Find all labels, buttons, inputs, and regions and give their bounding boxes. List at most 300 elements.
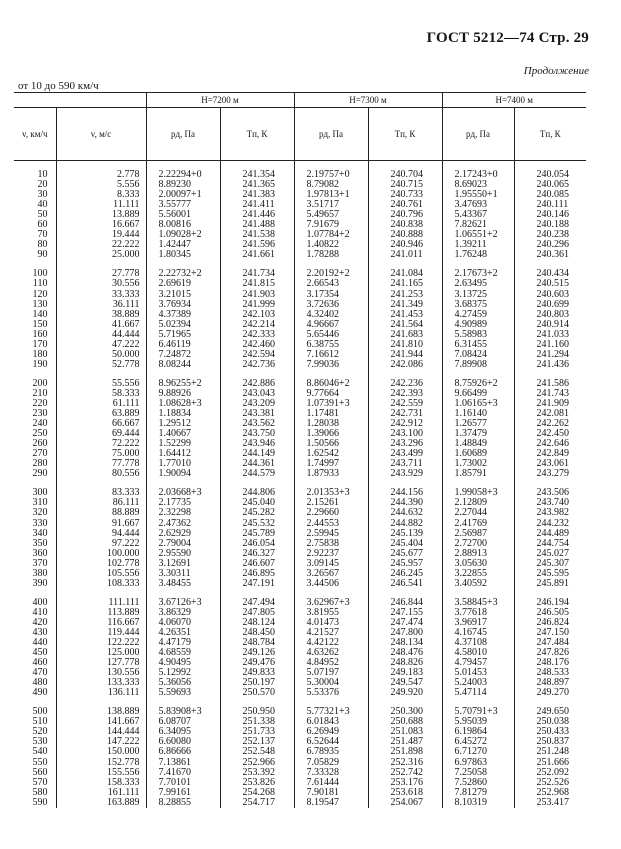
cell-v-kmh: 430 xyxy=(32,626,48,638)
cell-p-7200: 5.12992 xyxy=(146,668,220,678)
table-row xyxy=(14,668,586,678)
cell-t-7300: 251.898 xyxy=(368,747,442,757)
cell-t-7400: 243.061 xyxy=(514,459,586,469)
cell-t-7200: 243.209 xyxy=(220,399,294,409)
table-row xyxy=(14,618,586,628)
cell-t-7400: 243.279 xyxy=(514,469,586,479)
cell-p-7200: 3.67126+3 xyxy=(146,598,220,608)
cell-t-7300: 253.176 xyxy=(368,778,442,788)
cell-p-7400: 8.10319 xyxy=(442,798,514,808)
cell-v-kmh: 330 xyxy=(32,517,48,529)
cell-p-7200: 3.55777 xyxy=(146,200,220,210)
cell-t-7300: 242.559 xyxy=(368,399,442,409)
cell-p-7400: 5.43367 xyxy=(442,210,514,220)
cell-t-7300: 240.888 xyxy=(368,230,442,240)
cell-p-7400: 7.25058 xyxy=(442,768,514,778)
cell-t-7200: 251.338 xyxy=(220,717,294,727)
cell-t-7200: 242.594 xyxy=(220,350,294,360)
cell-v-ms: 138.889 xyxy=(56,707,146,717)
cell-v-kmh: 360 xyxy=(32,547,48,559)
group-gap xyxy=(14,589,586,598)
cell-p-7400: 2.12809 xyxy=(442,498,514,508)
cell-t-7400: 244.232 xyxy=(514,519,586,529)
cell-p-7200: 4.37389 xyxy=(146,310,220,320)
cell-v-ms: 105.556 xyxy=(56,569,146,579)
cell-t-7200: 241.999 xyxy=(220,300,294,310)
table-row xyxy=(14,539,586,549)
cell-p-7400: 6.19864 xyxy=(442,727,514,737)
cell-v-kmh: 560 xyxy=(32,766,48,778)
cell-p-7200: 5.36056 xyxy=(146,678,220,688)
cell-t-7200: 242.886 xyxy=(220,379,294,389)
cell-v-ms: 94.444 xyxy=(56,529,146,539)
cell-t-7300: 254.067 xyxy=(368,798,442,808)
cell-v-ms: 41.667 xyxy=(56,320,146,330)
cell-t-7400: 248.897 xyxy=(514,678,586,688)
table-row xyxy=(14,320,586,330)
cell-p-7300: 1.07784+2 xyxy=(294,230,368,240)
table-row xyxy=(14,459,586,469)
cell-v-ms: 127.778 xyxy=(56,658,146,668)
cell-p-7300: 1.97813+1 xyxy=(294,190,368,200)
cell-v-kmh: 270 xyxy=(32,448,48,460)
cell-t-7400: 248.533 xyxy=(514,668,586,678)
cell-v-kmh: 400 xyxy=(32,596,48,608)
cell-p-7300: 3.81955 xyxy=(294,608,368,618)
cell-v-ms: 38.889 xyxy=(56,310,146,320)
cell-t-7400: 242.646 xyxy=(514,439,586,449)
table-row xyxy=(14,230,586,240)
cell-p-7200: 7.99161 xyxy=(146,788,220,798)
cell-t-7300: 240.796 xyxy=(368,210,442,220)
cell-p-7400: 3.22855 xyxy=(442,569,514,579)
table-row xyxy=(14,279,586,289)
cell-t-7400: 240.085 xyxy=(514,190,586,200)
table-row xyxy=(14,628,586,638)
cell-p-7400: 2.72700 xyxy=(442,539,514,549)
cell-t-7400: 240.238 xyxy=(514,230,586,240)
cell-p-7200: 6.60080 xyxy=(146,737,220,747)
cell-p-7400: 5.58983 xyxy=(442,330,514,340)
table-row xyxy=(14,778,586,788)
cell-t-7300: 251.083 xyxy=(368,727,442,737)
cell-t-7200: 245.789 xyxy=(220,529,294,539)
cell-v-ms: 63.889 xyxy=(56,409,146,419)
cell-p-7400: 2.88913 xyxy=(442,549,514,559)
gap-cell xyxy=(14,161,56,171)
cell-t-7300: 241.564 xyxy=(368,320,442,330)
cell-t-7400: 240.054 xyxy=(514,170,586,180)
cell-t-7300: 250.688 xyxy=(368,717,442,727)
cell-t-7400: 252.092 xyxy=(514,768,586,778)
cell-v-ms: 22.222 xyxy=(56,240,146,250)
table-row xyxy=(14,220,586,230)
cell-p-7200: 2.22294+0 xyxy=(146,170,220,180)
cell-p-7400: 1.48849 xyxy=(442,439,514,449)
cell-t-7400: 245.027 xyxy=(514,549,586,559)
cell-p-7400: 1.99058+3 xyxy=(442,488,514,498)
cell-v-ms: 108.333 xyxy=(56,579,146,589)
cell-p-7300: 8.19547 xyxy=(294,798,368,808)
cell-p-7200: 1.64412 xyxy=(146,449,220,459)
cell-t-7200: 244.579 xyxy=(220,469,294,479)
cell-v-kmh: 110 xyxy=(32,278,48,290)
standard-number: ГОСТ 5212—74 xyxy=(426,30,535,46)
cell-p-7300: 4.84952 xyxy=(294,658,368,668)
altitude-header-2: H=7300 м xyxy=(294,93,442,108)
cell-v-ms: 144.444 xyxy=(56,727,146,737)
cell-t-7400: 249.650 xyxy=(514,707,586,717)
cell-p-7400: 4.27459 xyxy=(442,310,514,320)
cell-t-7300: 241.453 xyxy=(368,310,442,320)
cell-p-7300: 5.77321+3 xyxy=(294,707,368,717)
table-row xyxy=(14,300,586,310)
table-row xyxy=(14,310,586,320)
cell-p-7200: 3.86329 xyxy=(146,608,220,618)
table-row xyxy=(14,569,586,579)
cell-t-7200: 250.197 xyxy=(220,678,294,688)
col-header-t-1: Tп, К xyxy=(220,108,294,161)
table-row xyxy=(14,340,586,350)
cell-p-7300: 1.07391+3 xyxy=(294,399,368,409)
cell-p-7400: 2.41769 xyxy=(442,519,514,529)
cell-p-7200: 7.13861 xyxy=(146,758,220,768)
cell-t-7300: 248.476 xyxy=(368,648,442,658)
cell-t-7200: 249.476 xyxy=(220,658,294,668)
cell-t-7400: 242.450 xyxy=(514,429,586,439)
cell-t-7200: 252.137 xyxy=(220,737,294,747)
cell-t-7400: 249.270 xyxy=(514,688,586,698)
cell-v-ms: 5.556 xyxy=(56,180,146,190)
cell-p-7400: 2.27044 xyxy=(442,508,514,518)
cell-t-7400: 240.603 xyxy=(514,290,586,300)
cell-t-7200: 254.268 xyxy=(220,788,294,798)
cell-p-7400: 1.95550+1 xyxy=(442,190,514,200)
cell-v-kmh: 390 xyxy=(32,577,48,589)
cell-p-7400: 4.90989 xyxy=(442,320,514,330)
cell-p-7300: 3.17354 xyxy=(294,290,368,300)
col-header-p-3: pд, Па xyxy=(442,108,514,161)
table-row xyxy=(14,768,586,778)
cell-p-7400: 9.66499 xyxy=(442,389,514,399)
table-row xyxy=(14,379,586,389)
cell-t-7400: 240.296 xyxy=(514,240,586,250)
cell-v-kmh: 590 xyxy=(32,796,48,808)
cell-t-7400: 240.699 xyxy=(514,300,586,310)
cell-p-7200: 5.59693 xyxy=(146,688,220,698)
cell-p-7300: 7.33328 xyxy=(294,768,368,778)
table-row xyxy=(14,798,586,808)
cell-p-7200: 3.12691 xyxy=(146,559,220,569)
cell-t-7300: 244.390 xyxy=(368,498,442,508)
cell-v-ms: 30.556 xyxy=(56,279,146,289)
cell-t-7300: 242.731 xyxy=(368,409,442,419)
cell-p-7400: 4.79457 xyxy=(442,658,514,668)
cell-v-ms: 97.222 xyxy=(56,539,146,549)
cell-t-7400: 248.176 xyxy=(514,658,586,668)
cell-p-7300: 2.75838 xyxy=(294,539,368,549)
cell-v-ms: 19.444 xyxy=(56,230,146,240)
col-header-p-1: pд, Па xyxy=(146,108,220,161)
cell-v-kmh: 380 xyxy=(32,567,48,579)
cell-t-7400: 246.194 xyxy=(514,598,586,608)
cell-t-7300: 251.487 xyxy=(368,737,442,747)
cell-t-7300: 245.139 xyxy=(368,529,442,539)
cell-t-7400: 241.586 xyxy=(514,379,586,389)
cell-v-kmh: 350 xyxy=(32,537,48,549)
cell-p-7200: 4.47179 xyxy=(146,638,220,648)
cell-v-ms: 83.333 xyxy=(56,488,146,498)
cell-t-7400: 250.837 xyxy=(514,737,586,747)
cell-v-ms: 77.778 xyxy=(56,459,146,469)
cell-p-7300: 2.92237 xyxy=(294,549,368,559)
cell-p-7300: 2.19757+0 xyxy=(294,170,368,180)
cell-p-7200: 6.34095 xyxy=(146,727,220,737)
cell-t-7300: 249.183 xyxy=(368,668,442,678)
cell-t-7200: 249.833 xyxy=(220,668,294,678)
cell-v-ms: 16.667 xyxy=(56,220,146,230)
cell-v-ms: 44.444 xyxy=(56,330,146,340)
cell-p-7400: 7.08424 xyxy=(442,350,514,360)
cell-p-7300: 2.20192+2 xyxy=(294,269,368,279)
cell-p-7300: 3.26567 xyxy=(294,569,368,579)
cell-t-7400: 243.740 xyxy=(514,498,586,508)
cell-v-ms: 58.333 xyxy=(56,389,146,399)
cell-p-7300: 4.01473 xyxy=(294,618,368,628)
cell-t-7200: 241.815 xyxy=(220,279,294,289)
cell-t-7300: 240.733 xyxy=(368,190,442,200)
cell-v-ms: 102.778 xyxy=(56,559,146,569)
page-header xyxy=(427,30,589,47)
cell-p-7300: 6.52644 xyxy=(294,737,368,747)
cell-v-kmh: 180 xyxy=(32,348,48,360)
cell-p-7200: 2.22732+2 xyxy=(146,269,220,279)
cell-t-7300: 243.100 xyxy=(368,429,442,439)
cell-t-7200: 246.327 xyxy=(220,549,294,559)
cell-p-7400: 2.17673+2 xyxy=(442,269,514,279)
cell-t-7400: 242.849 xyxy=(514,449,586,459)
cell-p-7200: 4.26351 xyxy=(146,628,220,638)
cell-t-7300: 245.677 xyxy=(368,549,442,559)
cell-v-kmh: 530 xyxy=(32,736,48,748)
cell-v-kmh: 490 xyxy=(32,687,48,699)
cell-t-7400: 250.433 xyxy=(514,727,586,737)
cell-t-7200: 242.736 xyxy=(220,360,294,370)
cell-t-7400: 245.595 xyxy=(514,569,586,579)
cell-t-7300: 240.761 xyxy=(368,200,442,210)
table-row xyxy=(14,508,586,518)
cell-t-7200: 252.966 xyxy=(220,758,294,768)
cell-t-7300: 245.957 xyxy=(368,559,442,569)
cell-p-7300: 2.29660 xyxy=(294,508,368,518)
table-row xyxy=(14,559,586,569)
cell-t-7400: 247.150 xyxy=(514,628,586,638)
table-row xyxy=(14,170,586,180)
cell-t-7200: 253.826 xyxy=(220,778,294,788)
table-row xyxy=(14,409,586,419)
cell-t-7300: 241.810 xyxy=(368,340,442,350)
cell-v-kmh: 370 xyxy=(32,557,48,569)
cell-v-kmh: 280 xyxy=(32,458,48,470)
cell-p-7300: 2.01353+3 xyxy=(294,488,368,498)
cell-t-7300: 249.920 xyxy=(368,688,442,698)
page-number: Стр. 29 xyxy=(538,30,589,46)
cell-p-7400: 1.06551+2 xyxy=(442,230,514,240)
cell-v-ms: 8.333 xyxy=(56,190,146,200)
cell-p-7300: 6.01843 xyxy=(294,717,368,727)
cell-p-7400: 2.63495 xyxy=(442,279,514,289)
cell-v-ms: 55.556 xyxy=(56,379,146,389)
cell-v-kmh: 120 xyxy=(32,288,48,300)
table-row xyxy=(14,727,586,737)
cell-t-7400: 240.515 xyxy=(514,279,586,289)
group-gap xyxy=(14,698,586,707)
group-gap xyxy=(14,260,586,269)
cell-p-7200: 8.89230 xyxy=(146,180,220,190)
cell-p-7300: 1.40822 xyxy=(294,240,368,250)
table-row xyxy=(14,429,586,439)
table-row xyxy=(14,608,586,618)
cell-t-7400: 240.065 xyxy=(514,180,586,190)
table-row xyxy=(14,788,586,798)
table-row xyxy=(14,579,586,589)
cell-p-7400: 3.05630 xyxy=(442,559,514,569)
cell-p-7400: 2.17243+0 xyxy=(442,170,514,180)
cell-p-7200: 4.68559 xyxy=(146,648,220,658)
cell-p-7300: 2.59945 xyxy=(294,529,368,539)
cell-v-kmh: 440 xyxy=(32,637,48,649)
cell-p-7400: 5.47114 xyxy=(442,688,514,698)
cell-v-kmh: 150 xyxy=(32,318,48,330)
cell-p-7200: 1.42447 xyxy=(146,240,220,250)
cell-v-kmh: 60 xyxy=(37,219,48,231)
cell-p-7300: 6.26949 xyxy=(294,727,368,737)
table-row xyxy=(14,190,586,200)
cell-v-kmh: 250 xyxy=(32,428,48,440)
cell-t-7300: 242.393 xyxy=(368,389,442,399)
cell-v-ms: 36.111 xyxy=(56,300,146,310)
cell-t-7200: 245.282 xyxy=(220,508,294,518)
cell-p-7200: 2.79004 xyxy=(146,539,220,549)
cell-v-ms: 113.889 xyxy=(56,608,146,618)
cell-p-7200: 2.62929 xyxy=(146,529,220,539)
cell-p-7200: 8.08244 xyxy=(146,360,220,370)
cell-p-7400: 7.89908 xyxy=(442,360,514,370)
cell-v-kmh: 200 xyxy=(32,377,48,389)
cell-p-7400: 1.85791 xyxy=(442,469,514,479)
cell-v-ms: 33.333 xyxy=(56,290,146,300)
cell-p-7300: 6.38755 xyxy=(294,340,368,350)
cell-p-7400: 4.37108 xyxy=(442,638,514,648)
cell-p-7300: 4.42122 xyxy=(294,638,368,648)
cell-p-7200: 3.48455 xyxy=(146,579,220,589)
cell-t-7200: 247.494 xyxy=(220,598,294,608)
cell-p-7400: 3.58845+3 xyxy=(442,598,514,608)
cell-p-7200: 5.02394 xyxy=(146,320,220,330)
cell-v-ms: 50.000 xyxy=(56,350,146,360)
cell-t-7200: 243.750 xyxy=(220,429,294,439)
cell-v-kmh: 290 xyxy=(32,468,48,480)
table-row xyxy=(14,678,586,688)
cell-v-kmh: 580 xyxy=(32,786,48,798)
cell-p-7300: 7.61444 xyxy=(294,778,368,788)
altitude-header-1: H=7200 м xyxy=(146,93,294,108)
cell-t-7400: 246.505 xyxy=(514,608,586,618)
cell-p-7400: 1.16140 xyxy=(442,409,514,419)
cell-t-7200: 248.124 xyxy=(220,618,294,628)
cell-p-7200: 8.00816 xyxy=(146,220,220,230)
cell-p-7300: 5.07197 xyxy=(294,668,368,678)
cell-p-7400: 3.77618 xyxy=(442,608,514,618)
cell-t-7300: 250.300 xyxy=(368,707,442,717)
cell-v-kmh: 520 xyxy=(32,726,48,738)
cell-p-7200: 3.21015 xyxy=(146,290,220,300)
table-row xyxy=(14,389,586,399)
cell-p-7200: 3.76934 xyxy=(146,300,220,310)
table-row xyxy=(14,439,586,449)
cell-t-7300: 247.800 xyxy=(368,628,442,638)
cell-t-7300: 246.844 xyxy=(368,598,442,608)
cell-t-7300: 247.474 xyxy=(368,618,442,628)
cell-p-7400: 6.97863 xyxy=(442,758,514,768)
group-gap xyxy=(14,479,586,488)
cell-t-7200: 241.596 xyxy=(220,240,294,250)
cell-v-kmh: 140 xyxy=(32,308,48,320)
cell-t-7300: 242.912 xyxy=(368,419,442,429)
cell-t-7200: 241.365 xyxy=(220,180,294,190)
cell-v-ms: 130.556 xyxy=(56,668,146,678)
cell-t-7200: 250.570 xyxy=(220,688,294,698)
cell-v-ms: 72.222 xyxy=(56,439,146,449)
cell-p-7200: 8.28855 xyxy=(146,798,220,808)
table-row xyxy=(14,688,586,698)
header-blank xyxy=(14,93,146,108)
cell-t-7200: 246.054 xyxy=(220,539,294,549)
cell-p-7400: 8.75926+2 xyxy=(442,379,514,389)
cell-t-7200: 244.361 xyxy=(220,459,294,469)
cell-p-7200: 1.80345 xyxy=(146,250,220,260)
cell-t-7300: 248.134 xyxy=(368,638,442,648)
cell-v-ms: 158.333 xyxy=(56,778,146,788)
cell-t-7200: 247.191 xyxy=(220,579,294,589)
table-row xyxy=(14,449,586,459)
cell-p-7300: 4.63262 xyxy=(294,648,368,658)
cell-t-7400: 241.160 xyxy=(514,340,586,350)
cell-t-7400: 242.262 xyxy=(514,419,586,429)
cell-v-ms: 2.778 xyxy=(56,170,146,180)
cell-p-7200: 7.24872 xyxy=(146,350,220,360)
continuation-label: Продолжение xyxy=(523,65,589,77)
cell-p-7400: 3.13725 xyxy=(442,290,514,300)
cell-t-7200: 241.661 xyxy=(220,250,294,260)
cell-t-7300: 252.742 xyxy=(368,768,442,778)
cell-p-7400: 4.58010 xyxy=(442,648,514,658)
cell-v-kmh: 260 xyxy=(32,438,48,450)
cell-p-7400: 7.81279 xyxy=(442,788,514,798)
speed-range-label: от 10 до 590 км/ч xyxy=(18,80,99,92)
table-row xyxy=(14,658,586,668)
cell-t-7200: 247.805 xyxy=(220,608,294,618)
cell-p-7300: 7.05829 xyxy=(294,758,368,768)
cell-t-7300: 240.715 xyxy=(368,180,442,190)
cell-t-7200: 242.460 xyxy=(220,340,294,350)
cell-p-7200: 8.96255+2 xyxy=(146,379,220,389)
cell-v-ms: 80.556 xyxy=(56,469,146,479)
table-row xyxy=(14,638,586,648)
table-body xyxy=(14,161,586,808)
cell-t-7300: 240.704 xyxy=(368,170,442,180)
cell-v-kmh: 340 xyxy=(32,527,48,539)
